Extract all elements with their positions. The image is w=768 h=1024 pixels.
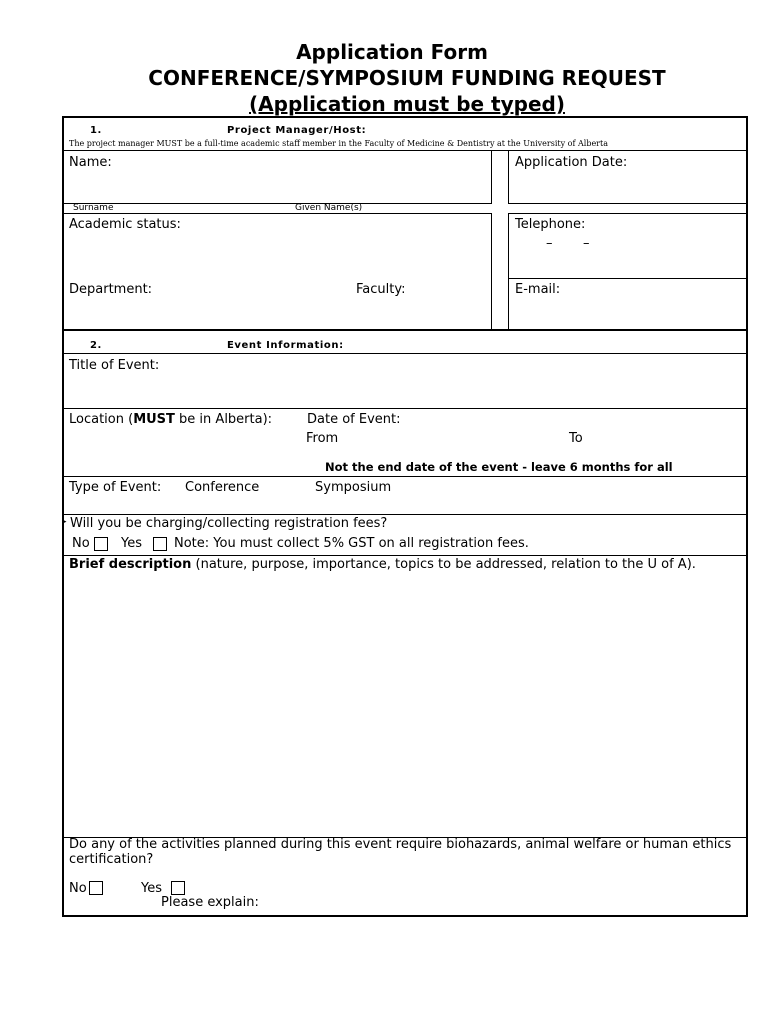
certification-no-label: No [69, 881, 87, 896]
brief-description-label: Brief description (nature, purpose, importance, topics to be addressed, relation to the U of A). [69, 557, 696, 572]
section2-number: 2. [90, 340, 102, 351]
certification-no-checkbox[interactable] [89, 881, 103, 895]
brief-description-area[interactable] [64, 575, 746, 835]
telephone-label: Telephone: [515, 217, 586, 232]
type-conference-option[interactable]: Conference [185, 480, 260, 495]
date-of-event-label: Date of Event: [307, 412, 401, 427]
telephone-dash-2: – [583, 236, 590, 251]
certification-question-line2: certification? [69, 852, 154, 867]
application-date-label: Application Date: [515, 155, 628, 170]
title-of-event-label: Title of Event: [69, 358, 160, 373]
form-title: Application Form [296, 40, 488, 64]
fees-question: Will you be charging/collecting registration fees? [70, 516, 388, 531]
academic-status-label: Academic status: [69, 217, 181, 232]
certification-yes-checkbox[interactable] [171, 881, 185, 895]
bullet-arrow-icon: ▸ [62, 517, 67, 527]
location-label: Location (MUST be in Alberta): [69, 412, 273, 427]
department-label: Department: [69, 282, 153, 297]
type-symposium-option[interactable]: Symposium [315, 480, 392, 495]
section1-requirement: The project manager MUST be a full-time academic staff member in the Faculty of Medicine & Dentistry at the University of Alberta [69, 139, 608, 148]
form-subtitle: CONFERENCE/SYMPOSIUM FUNDING REQUEST [148, 66, 666, 90]
fees-gst-note: Note: You must collect 5% GST on all registration fees. [174, 536, 529, 551]
type-of-event-label: Type of Event: [69, 480, 162, 495]
from-label: From [306, 431, 339, 446]
fees-yes-label: Yes [121, 536, 142, 551]
email-label: E-mail: [515, 282, 561, 297]
date-note: Not the end date of the event - leave 6 months for all [325, 460, 673, 474]
surname-hint: Surname [73, 203, 114, 213]
telephone-dash-1: – [546, 236, 553, 251]
fees-no-checkbox[interactable] [94, 537, 108, 551]
certification-question-line1: Do any of the activities planned during this event require biohazards, animal welfare or human ethics [69, 837, 732, 852]
to-label: To [569, 431, 583, 446]
fees-yes-checkbox[interactable] [153, 537, 167, 551]
certification-yes-label: Yes [141, 881, 162, 896]
name-field-label: Name: [69, 155, 112, 170]
section2-heading: Event Information: [227, 340, 344, 351]
fees-no-label: No [72, 536, 90, 551]
section1-heading: Project Manager/Host: [227, 125, 367, 136]
typed-note: (Application must be typed) [249, 92, 565, 116]
please-explain-label: Please explain: [161, 895, 259, 910]
section1-number: 1. [90, 125, 102, 136]
faculty-label: Faculty: [356, 282, 406, 297]
given-names-hint: Given Name(s) [295, 203, 363, 213]
